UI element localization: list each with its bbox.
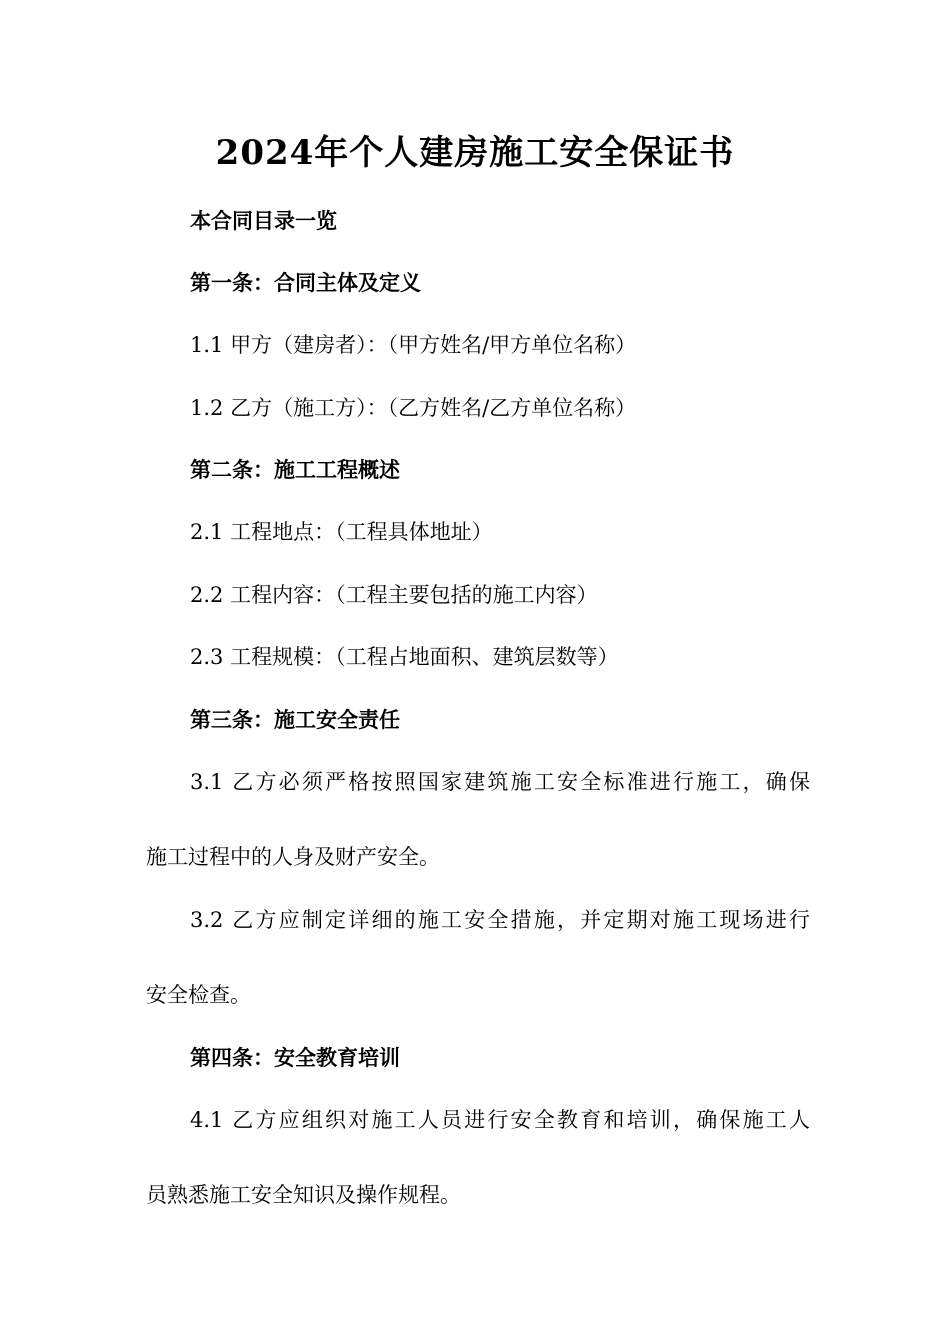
article-1-heading: 第一条：合同主体及定义: [190, 270, 421, 295]
article-1-item-1: 1.1 甲方（建房者）：（甲方姓名/甲方单位名称）: [190, 333, 637, 357]
document-title: 2024年个人建房施工安全保证书: [215, 133, 735, 173]
article-2-item-1: 2.1 工程地点：（工程具体地址）: [190, 520, 493, 544]
article-4-item-1-line-2: 员熟悉施工安全知识及操作规程。: [146, 1183, 461, 1207]
article-2-heading: 第二条：施工工程概述: [190, 457, 400, 482]
article-2-item-2: 2.2 工程内容：（工程主要包括的施工内容）: [190, 583, 598, 607]
article-3-heading: 第三条：施工安全责任: [190, 707, 400, 732]
toc-heading: 本合同目录一览: [190, 208, 337, 233]
article-3-item-2-line-2: 安全检查。: [146, 983, 251, 1007]
article-2-item-3: 2.3 工程规模：（工程占地面积、建筑层数等）: [190, 645, 619, 669]
article-3-item-1-line-1: 3.1 乙方必须严格按照国家建筑施工安全标准进行施工，确保: [190, 770, 810, 794]
article-3-item-1-line-2: 施工过程中的人身及财产安全。: [146, 845, 440, 869]
article-4-item-1-line-1: 4.1 乙方应组织对施工人员进行安全教育和培训，确保施工人: [190, 1108, 810, 1132]
article-3-item-2-line-1: 3.2 乙方应制定详细的施工安全措施，并定期对施工现场进行: [190, 908, 810, 932]
article-1-item-2: 1.2 乙方（施工方）：（乙方姓名/乙方单位名称）: [190, 396, 637, 420]
article-4-heading: 第四条：安全教育培训: [190, 1045, 400, 1070]
